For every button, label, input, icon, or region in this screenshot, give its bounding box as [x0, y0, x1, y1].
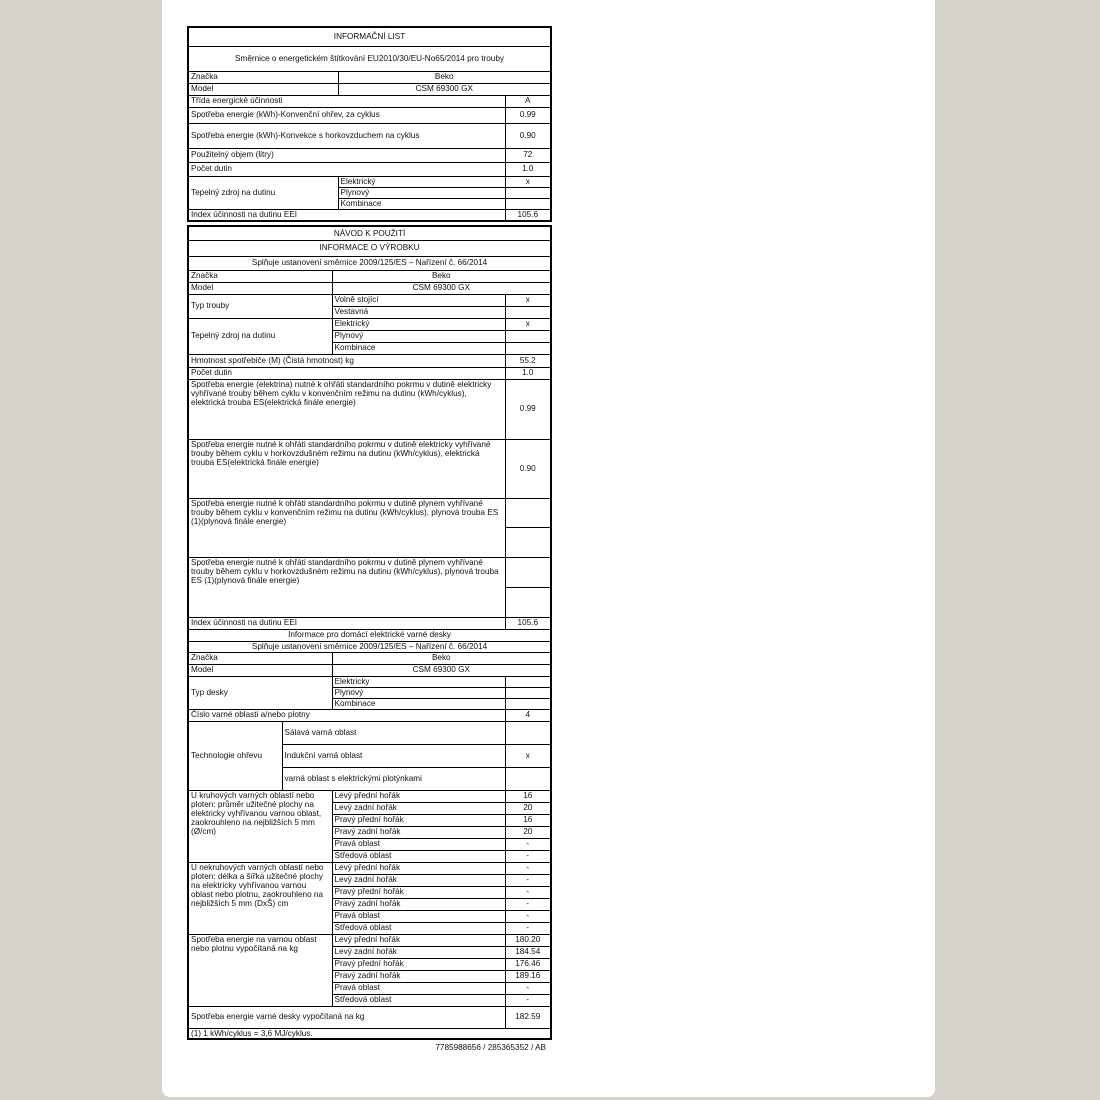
heat-option-value [505, 198, 551, 209]
zone-name: Středová oblast [332, 994, 505, 1006]
oven-type-label: Typ trouby [188, 294, 332, 318]
gas-fan-text: Spotřeba energie nutné k ohřáti standardního pokrmu v dutině plynem vyhřívané trouby během cyklu v horkovzdušném režimu na dutinu (kWh/cyklus), plynová trouba ES (1)(plynová finále energie) [188, 557, 505, 617]
brand-label: Značka [188, 71, 338, 83]
zone-name: Středová oblast [332, 922, 505, 934]
heat-source-label: Tepelný zdroj na dutinu [188, 318, 332, 354]
gas-conventional-value [505, 498, 551, 527]
zone-name: Levý přední hořák [332, 790, 505, 802]
conventional-consumption-value: 0.99 [505, 107, 551, 123]
heating-tech-value [505, 721, 551, 744]
nonround-zone-value: - [505, 898, 551, 910]
electric-conventional-text: Spotřeba energie (elektrina) nutné k ohřáti standardního pokrmu v dutině elektricky vyhřívané trouby během cyklu v konvenčním režimu na dutinu (kWh/cyklus), elektrická trouba ES(elektrická finále energie) [188, 379, 505, 439]
hob-type-option: Kombinace [332, 698, 505, 709]
heat-option-value: x [505, 318, 551, 330]
per-zone-consumption-value: 180.20 [505, 934, 551, 946]
heat-option-value [505, 187, 551, 198]
sheet-title: INFORMAČNÍ LIST [188, 27, 551, 46]
product-information-table [187, 225, 552, 1040]
per-zone-consumption-value: 176.46 [505, 958, 551, 970]
fan-consumption-value: 0.90 [505, 123, 551, 148]
zones-value: 4 [505, 709, 551, 721]
zone-name: Levý zadní hořák [332, 874, 505, 886]
round-zone-value: 16 [505, 790, 551, 802]
hob-total-label: Spotřeba energie varné desky vypočítaná na kg [188, 1006, 505, 1028]
zone-name: Pravý zadní hořák [332, 826, 505, 838]
gas-conventional-text: Spotřeba energie nutné k ohřáti standardního pokrmu v dutině plynem vyhřívané trouby během cyklu v konvenčním režimu na dutinu (kWh/cyklus), plynová trouba ES (1)(plynová finále energie) [188, 498, 505, 557]
nonround-zone-value: - [505, 922, 551, 934]
zone-name: Středová oblast [332, 850, 505, 862]
energy-label-table [187, 26, 552, 222]
round-zone-value: 20 [505, 826, 551, 838]
brand-value: Beko [332, 652, 551, 664]
eei-label: Index účinnosti na dutinu EEI [188, 617, 505, 629]
cavities-label: Počet dutin [188, 162, 505, 176]
zone-name: Levý přední hořák [332, 934, 505, 946]
oven-type-value [505, 306, 551, 318]
energy-class-value: A [505, 95, 551, 107]
oven-type-option: Volně stojící [332, 294, 505, 306]
cavities-label: Počet dutin [188, 367, 505, 379]
gas-fan-value-2 [505, 587, 551, 617]
zone-name: Pravý přední hořák [332, 886, 505, 898]
per-zone-consumption-value: 184.54 [505, 946, 551, 958]
heating-tech-option: varná oblast s elektrickými plotýnkami [282, 767, 505, 790]
heat-option: Elektrický [332, 318, 505, 330]
per-zone-consumption-value: - [505, 994, 551, 1006]
cavities-value: 1.0 [505, 367, 551, 379]
nonround-zone-value: - [505, 874, 551, 886]
electric-conventional-value: 0.99 [505, 379, 551, 439]
volume-value: 72 [505, 148, 551, 162]
hob-type-value [505, 676, 551, 687]
heat-option: Kombinace [332, 342, 505, 354]
model-value: CSM 69300 GX [332, 664, 551, 676]
oven-type-option: Vestavná [332, 306, 505, 318]
eei-value: 105.6 [505, 617, 551, 629]
zone-name: Pravý přední hořák [332, 958, 505, 970]
per-zone-consumption-value: - [505, 982, 551, 994]
zone-name: Pravý zadní hořák [332, 898, 505, 910]
zone-name: Pravá oblast [332, 910, 505, 922]
volume-label: Použitelný objem (litry) [188, 148, 505, 162]
heat-option: Kombinace [338, 198, 505, 209]
hob-type-value [505, 687, 551, 698]
hob-type-option: Plynový [332, 687, 505, 698]
heat-option-value: x [505, 176, 551, 187]
cavities-value: 1.0 [505, 162, 551, 176]
zone-name: Pravý přední hořák [332, 814, 505, 826]
brand-value: Beko [338, 71, 551, 83]
round-zone-value: 20 [505, 802, 551, 814]
per-zone-consumption-value: 189.16 [505, 970, 551, 982]
round-zone-value: - [505, 838, 551, 850]
gas-conventional-value-2 [505, 527, 551, 557]
model-label: Model [188, 664, 332, 676]
heating-tech-value: x [505, 744, 551, 767]
heating-tech-option: Sálavá varná oblast [282, 721, 505, 744]
information-sheet [187, 26, 550, 1052]
hob-type-option: Elektricky [332, 676, 505, 687]
nonround-zones-label: U nekruhových varných oblastí nebo ploten: délka a šířka užitečné plochy na elektricky vyhřívanou varnou oblast nebo plotnu, zaokrouhleno na nejbližších 5 mm (DxŠ) cm [188, 862, 332, 934]
brand-label: Značka [188, 652, 332, 664]
heat-option: Plynový [338, 187, 505, 198]
nonround-zone-value: - [505, 886, 551, 898]
document-code: 7785988656 / 285365352 / AB [435, 1043, 546, 1052]
unit-note: (1) 1 kWh/cyklus = 3,6 MJ/cyklus. [188, 1028, 551, 1039]
per-zone-consumption-label: Spotřeba energie na varnou oblast nebo plotnu vypočítaná na kg [188, 934, 332, 1006]
energy-class-label: Třída energické účinnosti [188, 95, 505, 107]
heat-option: Plynový [332, 330, 505, 342]
hob-subtitle: Splňuje ustanovení směrnice 2009/125/ES – Nařízení č. 66/2014 [188, 641, 551, 652]
electric-fan-text: Spotřeba energie nutné k ohřáti standardního pokrmu v dutině elektricky vyhřívané trouby během cyklu v horkovzdušném režimu na dutinu (kWh/cyklus), elektrická trouba ES(elektrická finále energie) [188, 439, 505, 498]
model-label: Model [188, 83, 338, 95]
eei-label: Index účinnosti na dutinu EEI [188, 209, 505, 221]
brand-value: Beko [332, 270, 551, 282]
directive-subtitle: Splňuje ustanovení směrnice 2009/125/ES – Nařízení č. 66/2014 [188, 256, 551, 270]
model-label: Model [188, 282, 332, 294]
model-value: CSM 69300 GX [332, 282, 551, 294]
mass-value: 55.2 [505, 354, 551, 367]
round-zones-label: U kruhových varných oblastí nebo ploten: průměr užitečné plochy na elektricky vyhřívanou varnou oblast, zaokrouhleno na nejbližších 5 mm (Ø/cm) [188, 790, 332, 862]
zone-name: Levý přední hořák [332, 862, 505, 874]
model-value: CSM 69300 GX [338, 83, 551, 95]
nonround-zone-value: - [505, 910, 551, 922]
zone-name: Pravý zadní hořák [332, 970, 505, 982]
eei-value: 105.6 [505, 209, 551, 221]
fan-consumption-label: Spotřeba energie (kWh)-Konvekce s horkovzduchem na cyklus [188, 123, 505, 148]
heat-option: Elektrický [338, 176, 505, 187]
conventional-consumption-label: Spotřeba energie (kWh)-Konvenční ohřev, za cyklus [188, 107, 505, 123]
zone-name: Pravá oblast [332, 838, 505, 850]
manual-title: NÁVOD K POUŽITÍ [188, 226, 551, 240]
nonround-zone-value: - [505, 862, 551, 874]
hob-total-value: 182.59 [505, 1006, 551, 1028]
round-zone-value: - [505, 850, 551, 862]
heating-tech-value [505, 767, 551, 790]
mass-label: Hmotnost spotřebiče (M) (Čistá hmotnost) kg [188, 354, 505, 367]
heat-source-label: Tepelný zdroj na dutinu [188, 176, 338, 209]
heat-option-value [505, 342, 551, 354]
electric-fan-value: 0.90 [505, 439, 551, 498]
product-info-title: INFORMACE O VÝROBKU [188, 240, 551, 256]
brand-label: Značka [188, 270, 332, 282]
zone-name: Levý zadní hořák [332, 946, 505, 958]
heat-option-value [505, 330, 551, 342]
sheet-subtitle: Směrnice o energetickém štítkování EU2010/30/EU-No65/2014 pro trouby [188, 46, 551, 71]
zone-name: Levý zadní hořák [332, 802, 505, 814]
hob-type-label: Typ desky [188, 676, 332, 709]
gas-fan-value [505, 557, 551, 587]
zone-name: Pravá oblast [332, 982, 505, 994]
heating-tech-label: Technologie ohřevu [188, 721, 282, 790]
round-zone-value: 16 [505, 814, 551, 826]
hob-type-value [505, 698, 551, 709]
hob-title: Informace pro domácí elektrické varné desky [188, 629, 551, 641]
heating-tech-option: Indukční varná oblast [282, 744, 505, 767]
oven-type-value: x [505, 294, 551, 306]
zones-label: Číslo varné oblasti a/nebo plotny [188, 709, 505, 721]
